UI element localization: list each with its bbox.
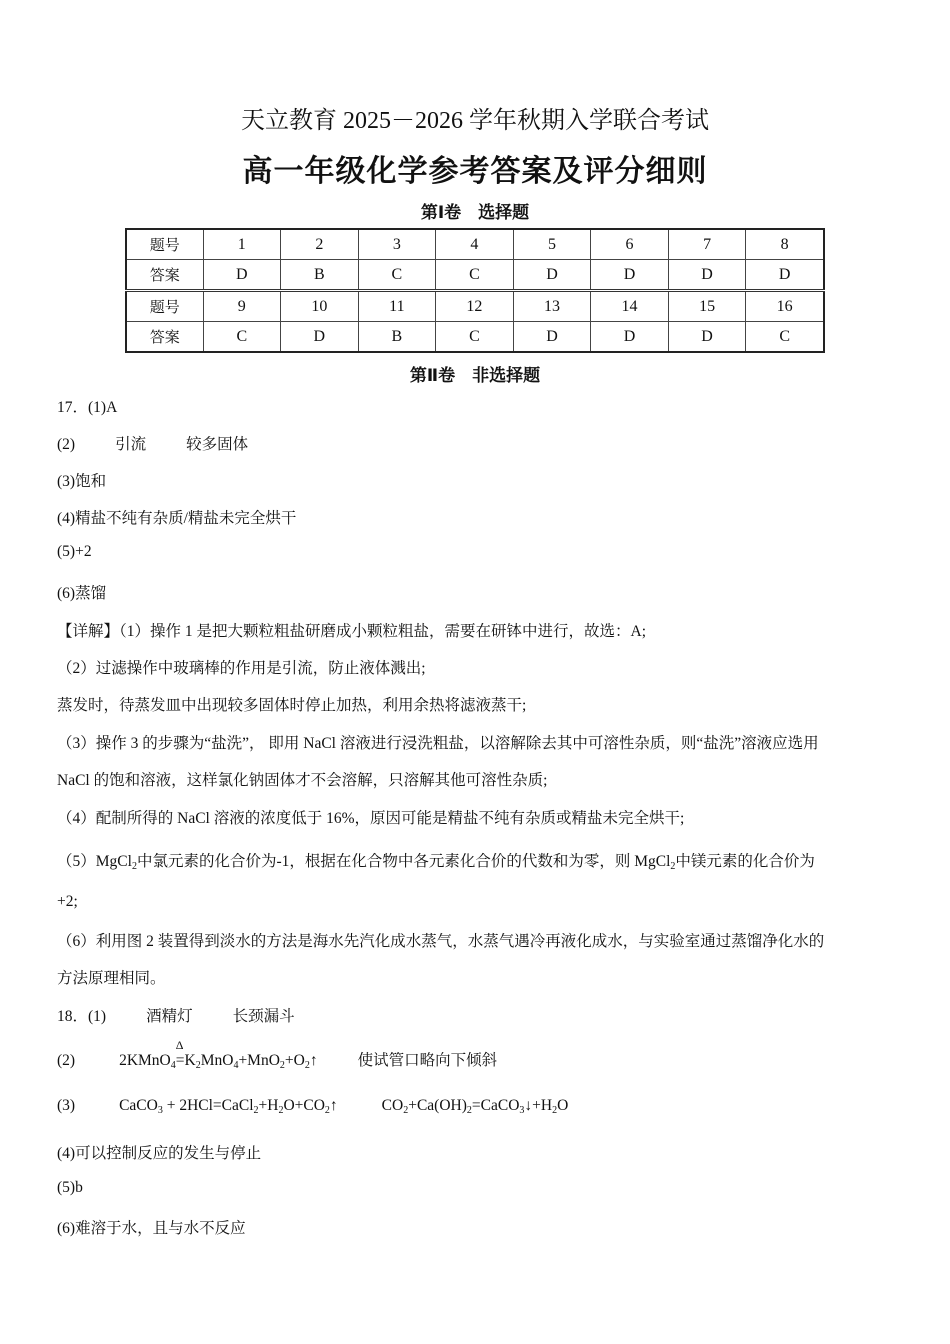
table-cell: 6 — [591, 229, 669, 260]
table-cell: 2 — [281, 229, 359, 260]
label: (3) — [57, 1097, 76, 1114]
heating-equals-sign — [175, 1038, 185, 1070]
answer: 酒精灯 — [146, 1008, 193, 1025]
table-cell: D — [746, 260, 824, 291]
table-cell: B — [281, 260, 359, 291]
row-label: 答案 — [126, 322, 203, 353]
table-cell: D — [591, 260, 669, 291]
table-cell: 7 — [668, 229, 746, 260]
table-row — [126, 260, 824, 291]
table-cell: 11 — [358, 291, 436, 322]
formula-text: ↓+H — [524, 1097, 553, 1114]
q17-6: (6)蒸馏 — [57, 585, 107, 602]
formula-text: K — [184, 1052, 196, 1069]
explanation-line: （2）过滤操作中玻璃棒的作用是引流，防止液体溅出; — [57, 660, 426, 677]
section-1-title: 第Ⅰ卷 选择题 — [420, 203, 530, 223]
subscript: 2 — [279, 1060, 285, 1071]
answer: 使试管口略向下倾斜 — [357, 1052, 498, 1069]
table-row — [126, 322, 824, 353]
delta-symbol: Δ — [175, 1038, 184, 1052]
table-cell: 13 — [513, 291, 591, 322]
q17-3: (3)饱和 — [57, 473, 107, 490]
equals: = — [175, 1052, 185, 1069]
q18-3 — [57, 1097, 568, 1116]
table-cell: D — [203, 260, 281, 291]
q17-2 — [57, 432, 248, 454]
subscript: 2 — [278, 1105, 284, 1116]
document-title: 高一年级化学参考答案及评分细则 — [242, 154, 708, 189]
table-cell: D — [281, 322, 359, 353]
explanation-line: +2; — [57, 893, 78, 910]
row-label: 题号 — [126, 291, 203, 322]
subscript: 2 — [195, 1060, 201, 1071]
equation — [119, 1097, 338, 1114]
text: 中氯元素的化合价为-1，根据在化合物中各元素化合价的代数和为零，则 MgCl — [136, 853, 671, 870]
table-cell: C — [436, 322, 514, 353]
table-cell: 14 — [591, 291, 669, 322]
table-cell: 5 — [513, 229, 591, 260]
formula-text: +Ca(OH) — [408, 1097, 467, 1114]
subscript: 2 — [131, 861, 137, 872]
explanation-line: 方法原理相同。 — [57, 970, 166, 987]
table-cell: 12 — [436, 291, 514, 322]
answer-table — [125, 228, 825, 353]
text: （5）MgCl — [57, 853, 132, 870]
formula-text: 2KMnO — [119, 1052, 171, 1069]
text: 中镁元素的化合价为 — [675, 853, 815, 870]
label: (2) — [57, 1052, 76, 1069]
subscript: 4 — [170, 1060, 176, 1071]
table-cell: D — [591, 322, 669, 353]
table-cell: C — [203, 322, 281, 353]
row-label: 答案 — [126, 260, 203, 291]
label: 18．(1) — [57, 1008, 107, 1025]
formula-text: +O — [284, 1052, 305, 1069]
formula-text: =CaCO — [471, 1097, 520, 1114]
q18-5: (5)b — [57, 1179, 83, 1196]
label: (2) — [57, 436, 76, 453]
exam-title: 天立教育 2025－2026 学年秋期入学联合考试 — [241, 108, 709, 134]
table-cell: D — [668, 322, 746, 353]
table-cell: 10 — [281, 291, 359, 322]
formula-text: +MnO — [238, 1052, 280, 1069]
answer: 长颈漏斗 — [232, 1008, 295, 1025]
q18-6: (6)难溶于水，且与水不反应 — [57, 1220, 246, 1237]
q17-1: 17．(1)A — [57, 399, 118, 416]
formula-text: O+CO — [283, 1097, 325, 1114]
table-cell: 15 — [668, 291, 746, 322]
row-label: 题号 — [126, 229, 203, 260]
q17-5: (5)+2 — [57, 543, 92, 560]
formula-text: MnO — [200, 1052, 234, 1069]
table-row — [126, 229, 824, 260]
table-cell: C — [436, 260, 514, 291]
subscript: 2 — [253, 1105, 259, 1116]
table-cell: D — [668, 260, 746, 291]
q17-4: (4)精盐不纯有杂质/精盐未完全烘干 — [57, 510, 297, 527]
q18-1 — [57, 1004, 295, 1026]
subscript: 2 — [670, 861, 676, 872]
explanation-line: （6）利用图 2 装置得到淡水的方法是海水先汽化成水蒸气，水蒸气遇冷再液化成水，与实验室通过蒸馏净化水的 — [57, 933, 825, 950]
q18-4: (4)可以控制反应的发生与停止 — [57, 1145, 262, 1162]
formula-text: CO — [381, 1097, 404, 1114]
section-2-title: 第Ⅱ卷 非选择题 — [409, 366, 541, 386]
subscript: 2 — [466, 1105, 472, 1116]
subscript: 3 — [157, 1105, 163, 1116]
subscript: 4 — [233, 1060, 239, 1071]
table-cell: 3 — [358, 229, 436, 260]
formula-text: ↑ — [329, 1097, 338, 1114]
formula-text: ↑ — [309, 1052, 318, 1069]
table-row — [126, 291, 824, 322]
table-cell: C — [358, 260, 436, 291]
formula-text: +H — [258, 1097, 279, 1114]
explanation-line: NaCl 的饱和溶液，这样氯化钠固体才不会溶解，只溶解其他可溶性杂质; — [57, 772, 548, 789]
table-cell: D — [513, 322, 591, 353]
table-cell: D — [513, 260, 591, 291]
table-cell: 4 — [436, 229, 514, 260]
equation — [382, 1097, 569, 1114]
subscript: 2 — [304, 1060, 310, 1071]
subscript: 2 — [324, 1105, 330, 1116]
table-cell: 1 — [203, 229, 281, 260]
q18-2 — [57, 1038, 498, 1071]
answer: 引流 — [115, 436, 147, 453]
table-cell: 16 — [746, 291, 824, 322]
explanation-line: （4）配制所得的 NaCl 溶液的浓度低于 16%，原因可能是精盐不纯有杂质或精盐未完全烘干; — [57, 810, 685, 827]
table-cell: C — [746, 322, 824, 353]
subscript: 2 — [403, 1105, 409, 1116]
explanation-line: 【详解】（1）操作 1 是把大颗粒粗盐研磨成小颗粒粗盐，需要在研钵中进行，故选：A; — [57, 623, 647, 640]
subscript: 3 — [519, 1105, 525, 1116]
explanation-line: 蒸发时，待蒸发皿中出现较多固体时停止加热，利用余热将滤液蒸干; — [57, 697, 527, 714]
equation — [119, 1038, 318, 1071]
table-cell: 8 — [746, 229, 824, 260]
formula-text: O — [557, 1097, 569, 1114]
explanation-line: （3）操作 3 的步骤为“盐洗”， 即用 NaCl 溶液进行浸洗粗盐，以溶解除去其中可溶性杂质，则“盐洗”溶液应选用 — [57, 735, 819, 752]
subscript: 2 — [552, 1105, 558, 1116]
table-cell: 9 — [203, 291, 281, 322]
table-cell: B — [358, 322, 436, 353]
formula-text: CaCO — [119, 1097, 158, 1114]
explanation-line — [57, 849, 815, 872]
formula-text: + 2HCl=CaCl — [162, 1097, 254, 1114]
answer: 较多固体 — [186, 436, 249, 453]
